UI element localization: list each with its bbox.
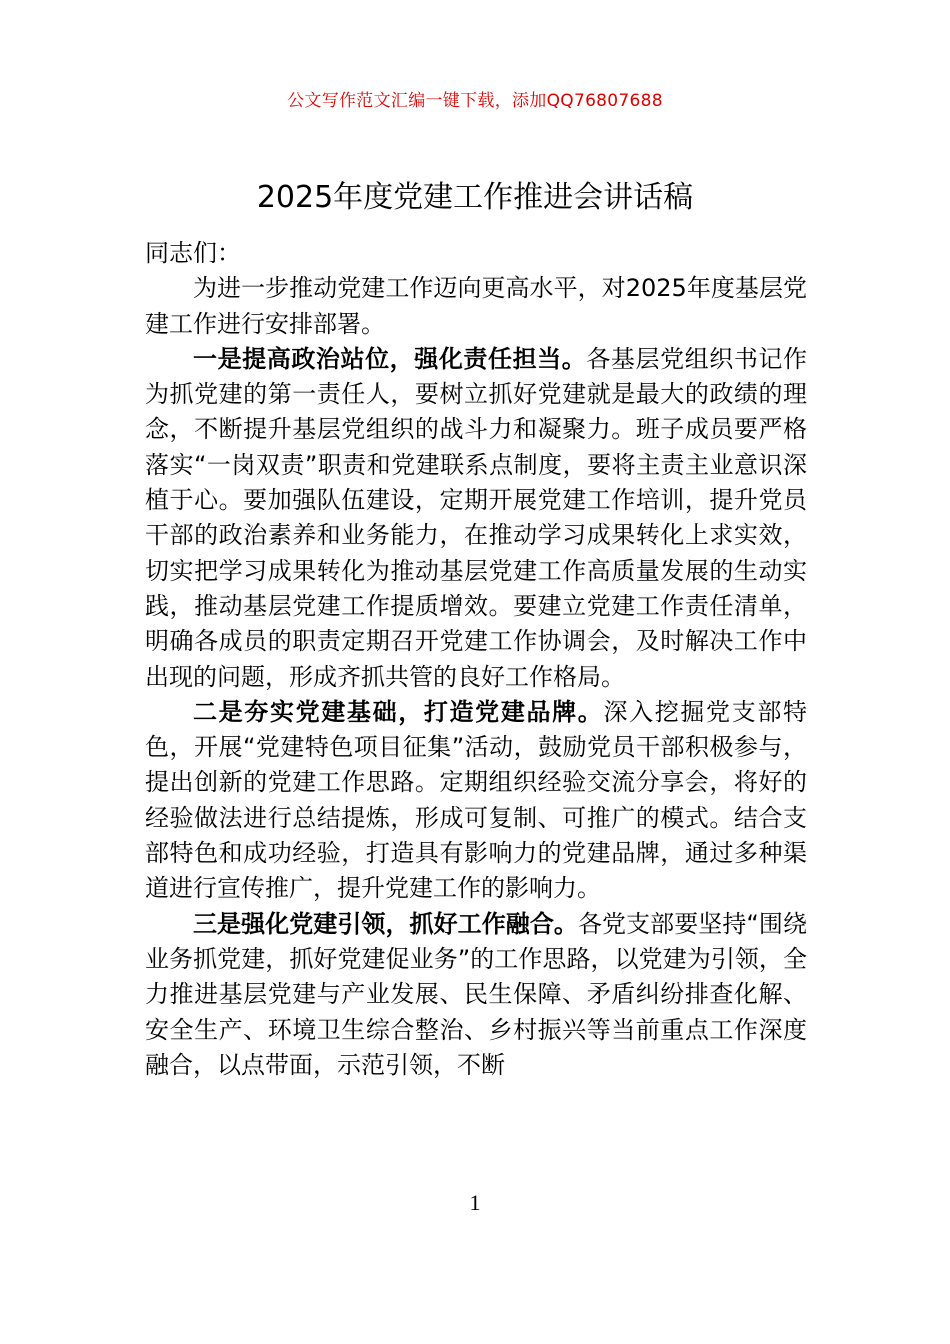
section-text: 深入挖掘党支部特色，开展“党建特色项目征集”活动，鼓励党员干部积极参与，提出创新的党建工作思路。定期组织经验交流分享会，将好的经验做法进行总结提炼，形成可复制、可推广的模式。结合支部特色和成功经验，打造具有影响力的党建品牌，通过多种渠道进行宣传推广，提升党建工作的影响力。 [145, 697, 808, 903]
document-body [145, 236, 807, 1083]
section-paragraph-2 [145, 695, 807, 907]
document-title: 2025年度党建工作推进会讲话稿 [256, 180, 694, 215]
section-text: 各党支部要坚持“围绕业务抓党建，抓好党建促业务”的工作思路，以党建为引领，全力推进基层党建与产业发展、民生保障、矛盾纠纷排查化解、安全生产、环境卫生综合整治、乡村振兴等当前重点工作深度融合，以点带面，示范引领，不断 [145, 909, 807, 1079]
header-download-note: 公文写作范文汇编一键下载，添加QQ76807688 [287, 91, 663, 111]
section-lead: 三是强化党建引领，抓好工作融合。 [193, 909, 578, 938]
section-text: 各基层党组织书记作为抓党建的第一责任人，要树立抓好党建就是最大的政绩的理念，不断提升基层党组织的战斗力和凝聚力。班子成员要严格落实“一岗双责”职责和党建联系点制度，要将主责主业意识深植于心。要加强队伍建设，定期开展党建工作培训，提升党员干部的政治素养和业务能力，在推动学习成果转化上求实效，切实把学习成果转化为推动基层党建工作高质量发展的生动实践，推动基层党建工作提质增效。要建立党建工作责任清单，明确各成员的职责定期召开党建工作协调会，及时解决工作中出现的问题，形成齐抓共管的良好工作格局。 [145, 344, 808, 691]
section-paragraph-3 [145, 907, 807, 1083]
intro-paragraph: 为进一步推动党建工作迈向更高水平，对2025年度基层党建工作进行安排部署。 [145, 274, 807, 338]
page-number: 1 [469, 1190, 481, 1215]
salutation: 同志们： [145, 239, 241, 267]
section-paragraph-1 [145, 342, 807, 695]
section-lead: 一是提高政治站位，强化责任担当。 [193, 344, 587, 373]
section-lead: 二是夯实党建基础，打造党建品牌。 [193, 697, 604, 726]
